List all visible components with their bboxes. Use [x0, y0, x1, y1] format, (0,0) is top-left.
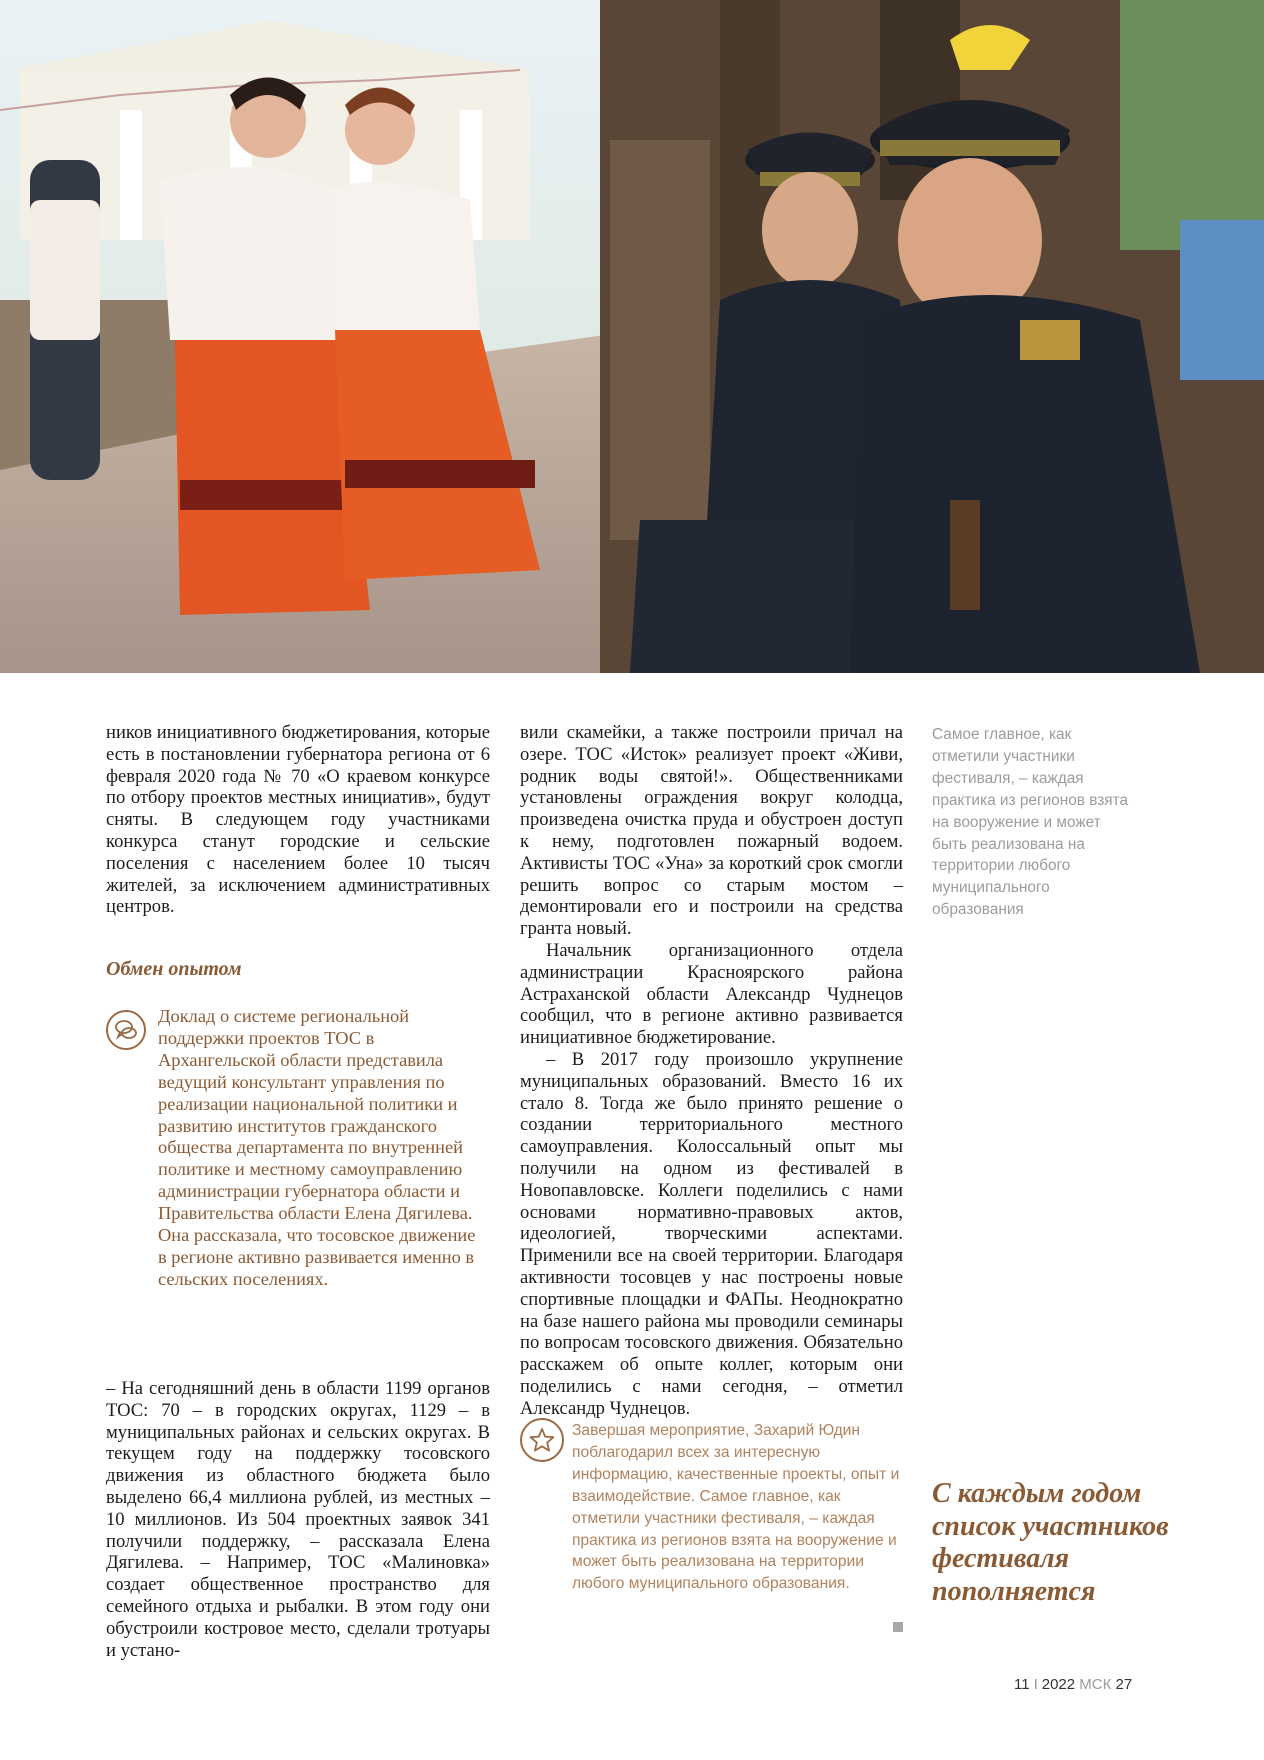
festival-photo: [0, 0, 1264, 673]
column-2: [520, 722, 903, 1420]
paragraph-2: Начальник организационного отдела администрации Красноярского района Астраханской области Александр Чуднецов сообщил, что в регионе активно развивается инициативное бюджетирование.: [520, 939, 903, 1049]
callout-report: Доклад о системе региональной поддержки проектов ТОС в Архангельской области представила ведущий консультант управления по реализации национальной политики и развитию институтов гражданского общества департамента по внутренней политике и местному самоуправлению администрации губернатора области и Правительства области Елена Дягилева. Она рассказала, что тосовское движение в регионе активно развивается именно в сельских поселениях.: [158, 1006, 476, 1289]
star-icon: [520, 1418, 564, 1462]
paragraph-3: – В 2017 году произошло укрупнение муниципальных образований. Вместо 16 их стало 8. Тогда же было принято решение о создании территориального местного самоуправления. Колоссальный опыт мы получили на одном из фестивалей в Новопавловске. Коллеги поделились с нами основами нормативно-правовых актов, идеологией, творческими аспектами. Применили все на своей территории. Благодаря активности тосовцев у нас построены новые спортивные площадки и ФАПы. Неоднократно на базе нашего района мы проводили семинары по вопросам тосовского движения. Обязательно расскажем об опыте коллег, которым они поделились с нами сегодня, – отметил Александр Чуднецов.: [520, 1048, 903, 1419]
issue-number: 11: [1014, 1676, 1030, 1693]
magazine-name: МСК: [1079, 1676, 1112, 1693]
folio-separator: I: [1033, 1676, 1038, 1693]
body-paragraph: – На сегодняшний день в области 1199 органов ТОС: 70 – в городских округах, 1129 – в муниципальных районах и сельских округах. В текущем году на поддержку тосовского движения из областного бюджета было выделено 66,4 миллиона рублей, из местных – 10 миллионов. Из 504 проектных заявок 341 получили поддержку, – рассказала Елена Дягилева. – Например, ТОС «Малиновка» создает общественное пространство для семейного отдыха и рыбалки. В этом году они обустроили костровое место, сделали тротуары и устано-: [106, 1378, 490, 1661]
section-subhead: Обмен опытом: [106, 958, 242, 980]
pull-quote: С каждым годом список участников фестиваля пополняется: [932, 1478, 1169, 1607]
page-folio: [1014, 1676, 1132, 1693]
column-1-intro: [106, 722, 490, 918]
closing-callout: Завершая мероприятие, Захарий Юдин поблагодарил всех за интересную информацию, качественные проекты, опыт и взаимодействие. Самое главное, как отметили участники фестиваля, – каждая практика из регионов взята на вооружение и может быть реализована на территории любого муниципального образования.: [572, 1422, 900, 1593]
intro-paragraph: ников инициативного бюджетирования, которые есть в постановлении губернатора региона от 6 февраля 2020 года № 70 «О краевом конкурсе по отбору проектов местных инициатив», будут сняты. В следующем году участниками конкурса станут городские и сельские поселения с населением более 10 тысяч жителей, за исключением административных центров.: [106, 722, 490, 918]
sidebar-quote: Самое главное, как отметили участники фестиваля, – каждая практика из регионов взята на вооружение и может быть реализована на территории любого муниципального образования: [932, 726, 1129, 919]
speech-bubbles-icon: [106, 1010, 146, 1050]
column-1-body: [106, 1378, 490, 1661]
paragraph-1: вили скамейки, а также построили причал на озере. ТОС «Исток» реализует проект «Живи, родник воды святой!». Общественниками установлены ограждения вокруг колодца, произведена очистка пруда и обустроен доступ к нему, подготовлен пожарный водоем. Активисты ТОС «Уна» за короткий срок смогли решить вопрос со старым мостом – демонтировали его и построили на средства гранта новый.: [520, 722, 903, 940]
page-number: 27: [1115, 1676, 1133, 1693]
end-of-article-mark: [893, 1622, 903, 1632]
issue-year: 2022: [1041, 1676, 1076, 1693]
